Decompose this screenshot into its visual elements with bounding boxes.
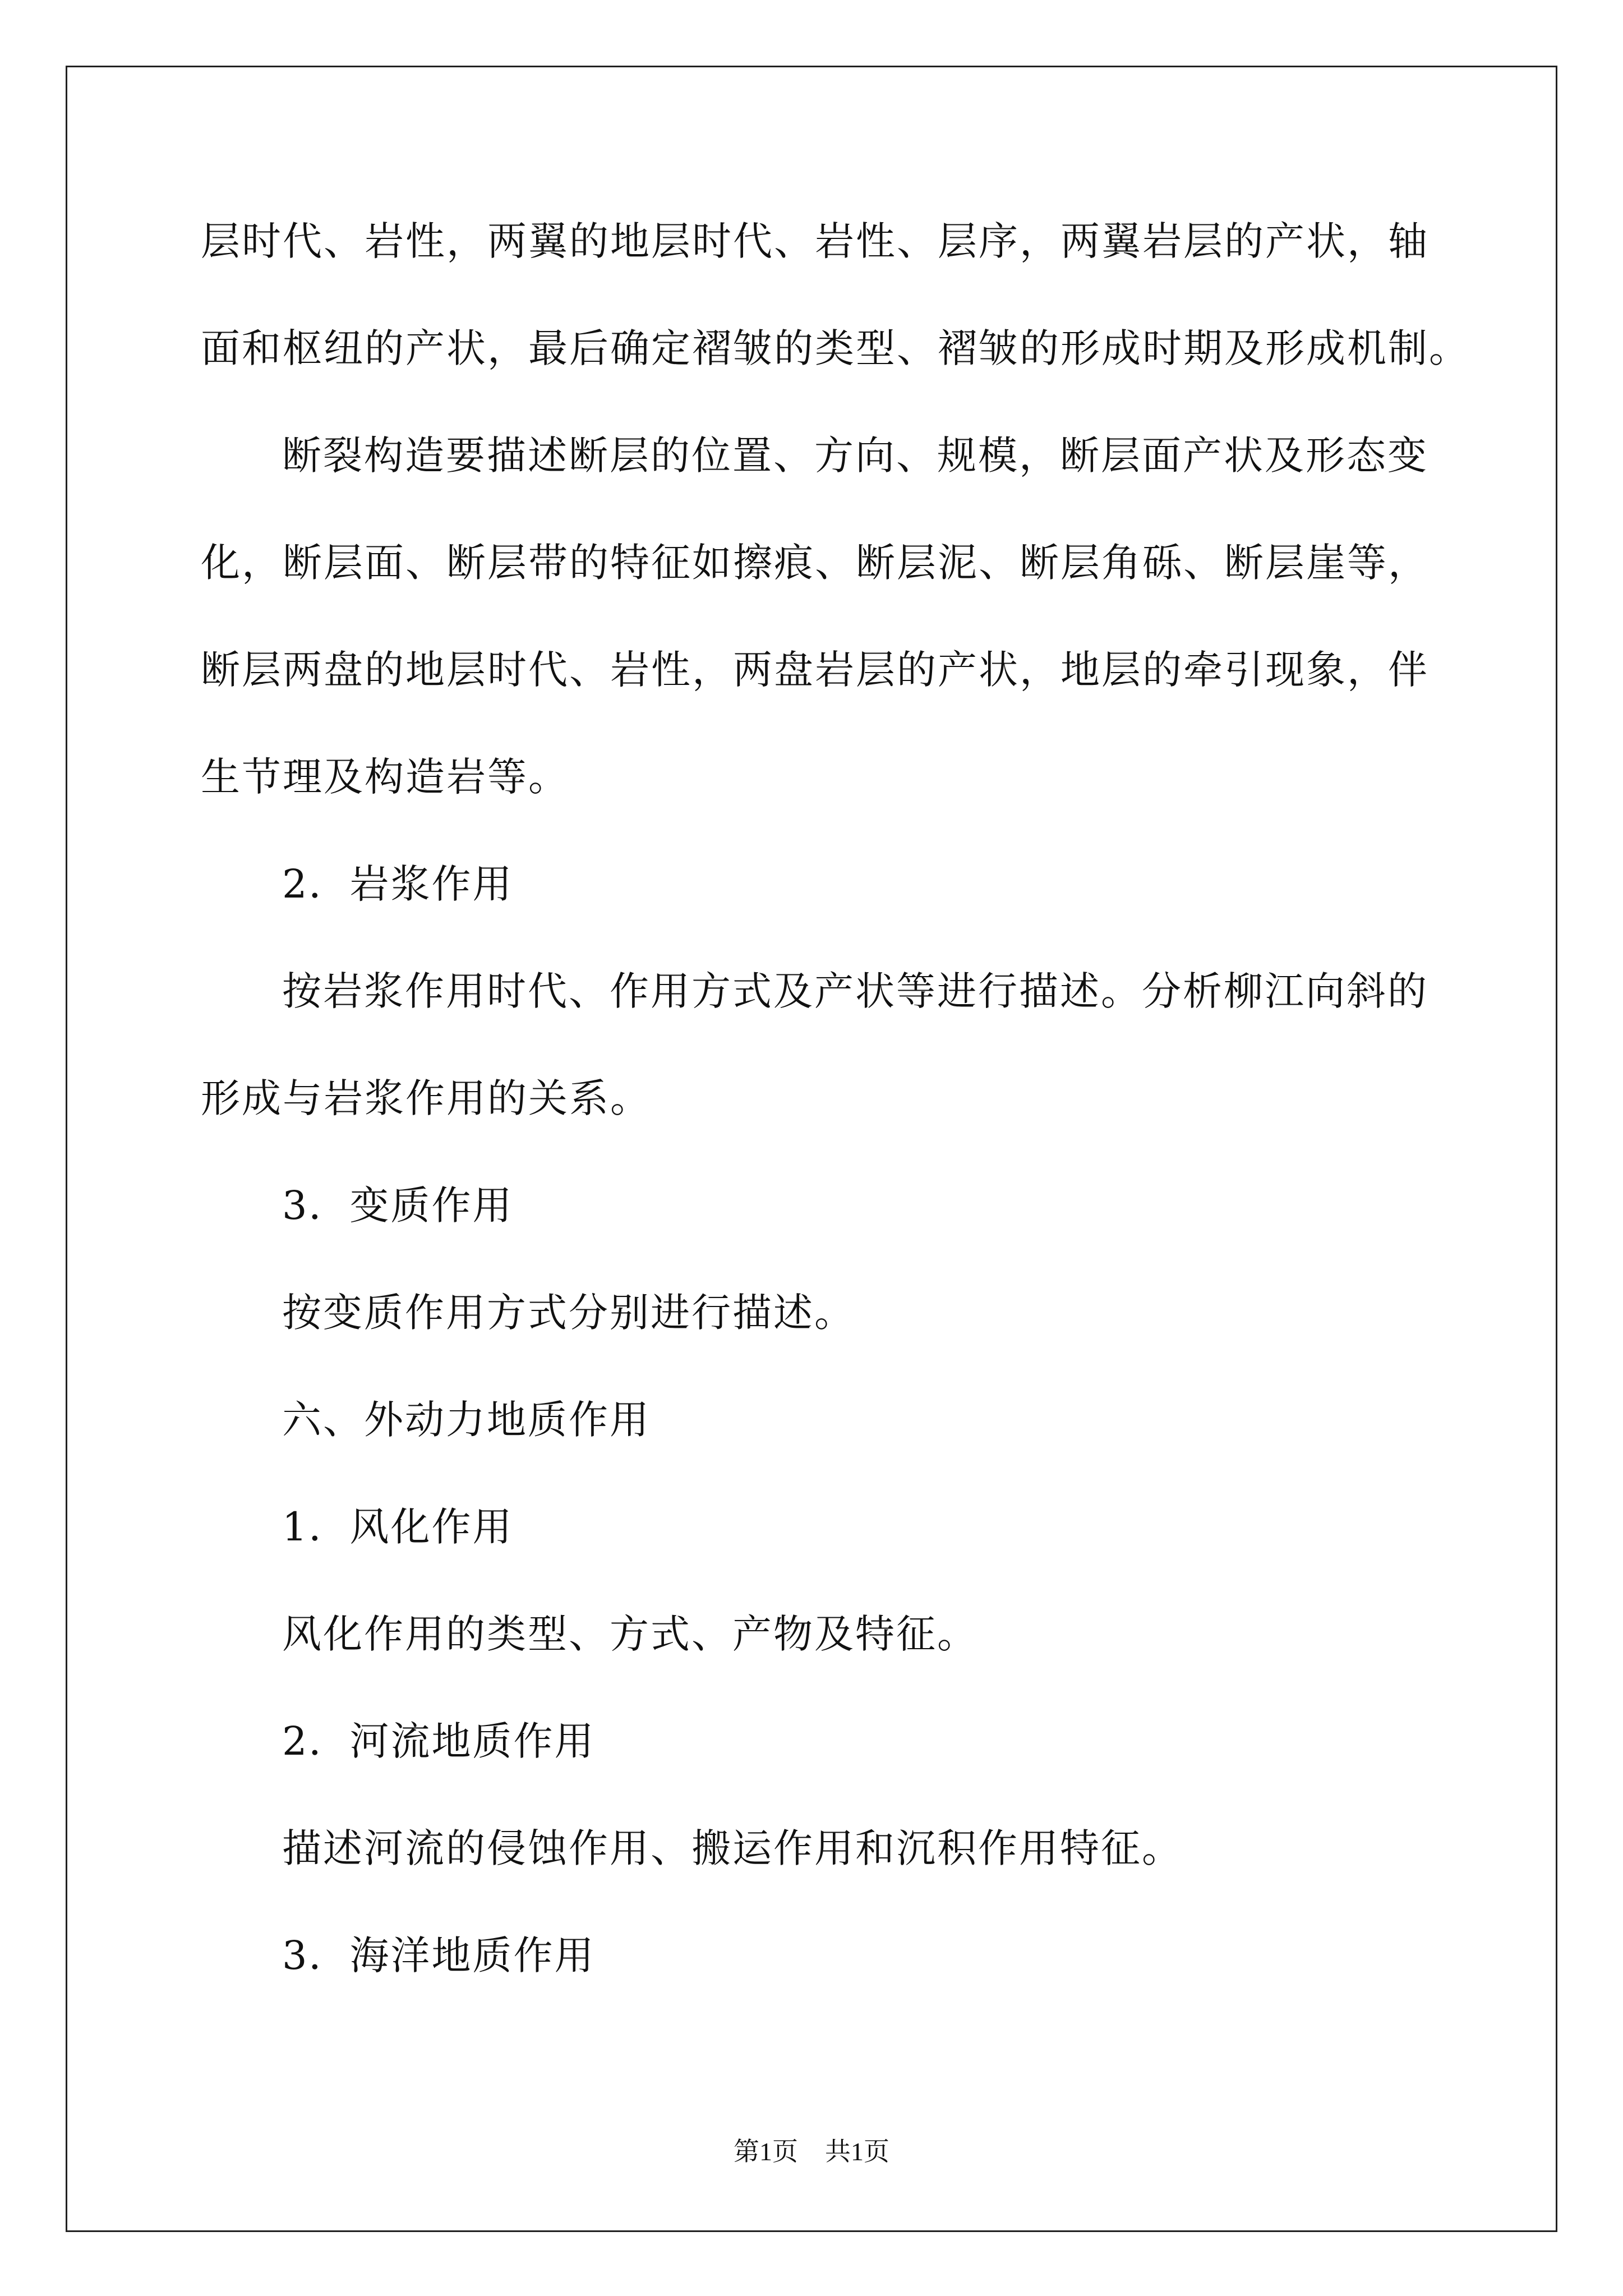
paragraph-start: 按变质作用方式分别进行描述。	[282, 1290, 855, 1336]
page-border	[66, 66, 1557, 2232]
text-line: 形成与岩浆作用的关系。	[201, 1075, 651, 1121]
paragraph-start: 断裂构造要描述断层的位置、方向、规模，断层面产状及形态变	[282, 432, 1428, 478]
chapter-heading: 六、外动力地质作用	[282, 1397, 651, 1443]
text-line: 生节理及构造岩等。	[201, 754, 569, 800]
page-total: 共1页	[825, 2137, 889, 2166]
section-heading: 3．海洋地质作用	[282, 1932, 596, 1978]
page-footer	[0, 2136, 1623, 2168]
section-heading: 2．河流地质作用	[282, 1718, 596, 1764]
section-heading: 3．变质作用	[282, 1182, 514, 1228]
section-heading: 2．岩浆作用	[282, 861, 514, 907]
paragraph-start: 描述河流的侵蚀作用、搬运作用和沉积作用特征。	[282, 1825, 1183, 1871]
text-line: 断层两盘的地层时代、岩性，两盘岩层的产状，地层的牵引现象，伴	[201, 647, 1429, 693]
text-line: 面和枢纽的产状，最后确定褶皱的类型、褶皱的形成时期及形成机制。	[201, 325, 1470, 371]
page-number: 第1页	[734, 2137, 798, 2166]
paragraph-start: 风化作用的类型、方式、产物及特征。	[282, 1611, 978, 1657]
paragraph-start: 按岩浆作用时代、作用方式及产状等进行描述。分析柳江向斜的	[282, 968, 1428, 1014]
section-heading: 1．风化作用	[282, 1504, 514, 1550]
text-line: 化，断层面、断层带的特征如擦痕、断层泥、断层角砾、断层崖等，	[201, 540, 1429, 586]
text-line: 层时代、岩性，两翼的地层时代、岩性、层序，两翼岩层的产状，轴	[201, 218, 1429, 264]
